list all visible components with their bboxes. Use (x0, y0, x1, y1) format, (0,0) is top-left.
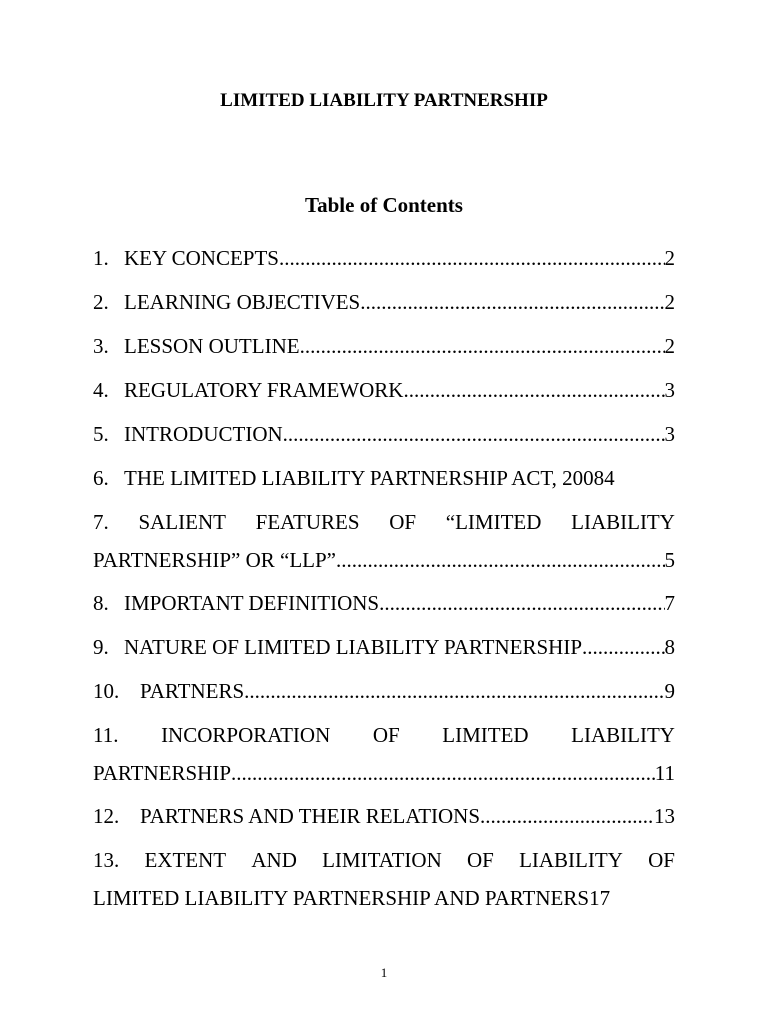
toc-entry[interactable] (93, 420, 675, 448)
toc-entry-word: EXTENT (144, 848, 227, 872)
toc-entry-page: 17 (589, 886, 611, 910)
toc-entry-word: LIABILITY (571, 723, 675, 747)
table-of-contents (93, 244, 675, 924)
dot-leader (244, 677, 664, 705)
toc-entry-word: INCORPORATION (161, 723, 331, 747)
toc-entry-word: OF (389, 510, 417, 534)
toc-entry-title: PARTNERS (140, 679, 245, 703)
document-title: LIMITED LIABILITY PARTNERSHIP (220, 90, 548, 111)
toc-entry-title: REGULATORY FRAMEWORK (124, 378, 404, 402)
toc-entry-title: INTRODUCTION (124, 422, 283, 446)
toc-entry-title: LESSON OUTLINE (124, 334, 300, 358)
dot-leader (279, 244, 665, 272)
toc-entry-number: 1. (93, 246, 109, 270)
toc-entry-number: 4. (93, 378, 109, 402)
toc-entry-number: 5. (93, 422, 109, 446)
dot-leader (582, 633, 664, 661)
dot-leader (231, 759, 655, 787)
dot-leader (336, 546, 665, 574)
toc-entry-number: 11. (93, 723, 119, 747)
toc-entry[interactable] (93, 332, 675, 360)
toc-entry[interactable] (93, 244, 675, 272)
toc-entry-number: 9. (93, 635, 109, 659)
toc-entry[interactable] (93, 633, 675, 661)
toc-entry-page: 2 (664, 246, 675, 270)
toc-entry[interactable] (93, 846, 675, 914)
toc-entry-word: “LIMITED (445, 510, 542, 534)
toc-entry-title: LEARNING OBJECTIVES (124, 290, 361, 314)
toc-entry-title-continued: PARTNERSHIP (93, 761, 232, 785)
toc-entry-word: OF (372, 723, 400, 747)
toc-entry-number: 10. (93, 679, 120, 703)
dot-leader (379, 589, 664, 617)
toc-entry-title: IMPORTANT DEFINITIONS (124, 591, 380, 615)
toc-entry-word: AND (251, 848, 297, 872)
toc-entry-word: LIMITATION (322, 848, 442, 872)
toc-entry-page: 2 (664, 334, 675, 358)
toc-entry[interactable] (93, 589, 675, 617)
toc-entry-page: 3 (664, 422, 675, 446)
toc-entry-word: OF (648, 848, 675, 872)
page-number: 1 (380, 965, 388, 980)
toc-entry-number: 13. (93, 848, 120, 872)
toc-entry[interactable] (93, 376, 675, 404)
toc-entry-word: LIABILITY (519, 848, 623, 872)
toc-entry-page: 8 (664, 635, 675, 659)
toc-entry-title: NATURE OF LIMITED LIABILITY PARTNERSHIP (124, 635, 583, 659)
dot-leader (300, 332, 665, 360)
toc-entry-word: SALIENT (138, 510, 226, 534)
toc-entry-title-continued: PARTNERSHIP” OR “LLP” (93, 548, 336, 572)
dot-leader (360, 288, 664, 316)
toc-entry[interactable] (93, 721, 675, 789)
toc-entry-title: KEY CONCEPTS (124, 246, 279, 270)
toc-entry-word: FEATURES (255, 510, 360, 534)
toc-entry-title-continued: LIMITED LIABILITY PARTNERSHIP AND PARTNERS (93, 886, 590, 910)
toc-entry[interactable] (93, 464, 675, 492)
toc-entry-number: 2. (93, 290, 109, 314)
toc-entry-title: PARTNERS AND THEIR RELATIONS (140, 804, 481, 828)
toc-entry-title: THE LIMITED LIABILITY PARTNERSHIP ACT, 2008 (124, 466, 605, 490)
toc-entry-page: 7 (664, 591, 675, 615)
toc-entry-page: 4 (604, 466, 615, 490)
dot-leader (283, 420, 665, 448)
toc-entry[interactable] (93, 288, 675, 316)
dot-leader (403, 376, 664, 404)
toc-entry-word: LIMITED (442, 723, 529, 747)
toc-entry-number: 7. (93, 510, 109, 534)
toc-heading: Table of Contents (305, 193, 463, 217)
toc-entry-page: 2 (664, 290, 675, 314)
toc-entry-word: LIABILITY (571, 510, 675, 534)
toc-entry-number: 8. (93, 591, 109, 615)
toc-entry[interactable] (93, 802, 675, 830)
toc-entry-page: 13 (654, 804, 675, 828)
toc-entry-page: 11 (654, 761, 675, 785)
toc-entry-number: 3. (93, 334, 109, 358)
toc-entry-word: OF (466, 848, 494, 872)
toc-entry[interactable] (93, 508, 675, 576)
toc-entry-number: 6. (93, 466, 109, 490)
toc-entry-page: 5 (664, 548, 675, 572)
toc-entry-page: 9 (664, 679, 675, 703)
dot-leader (480, 802, 654, 830)
toc-entry-number: 12. (93, 804, 120, 828)
toc-entry[interactable] (93, 677, 675, 705)
toc-entry-page: 3 (664, 378, 675, 402)
